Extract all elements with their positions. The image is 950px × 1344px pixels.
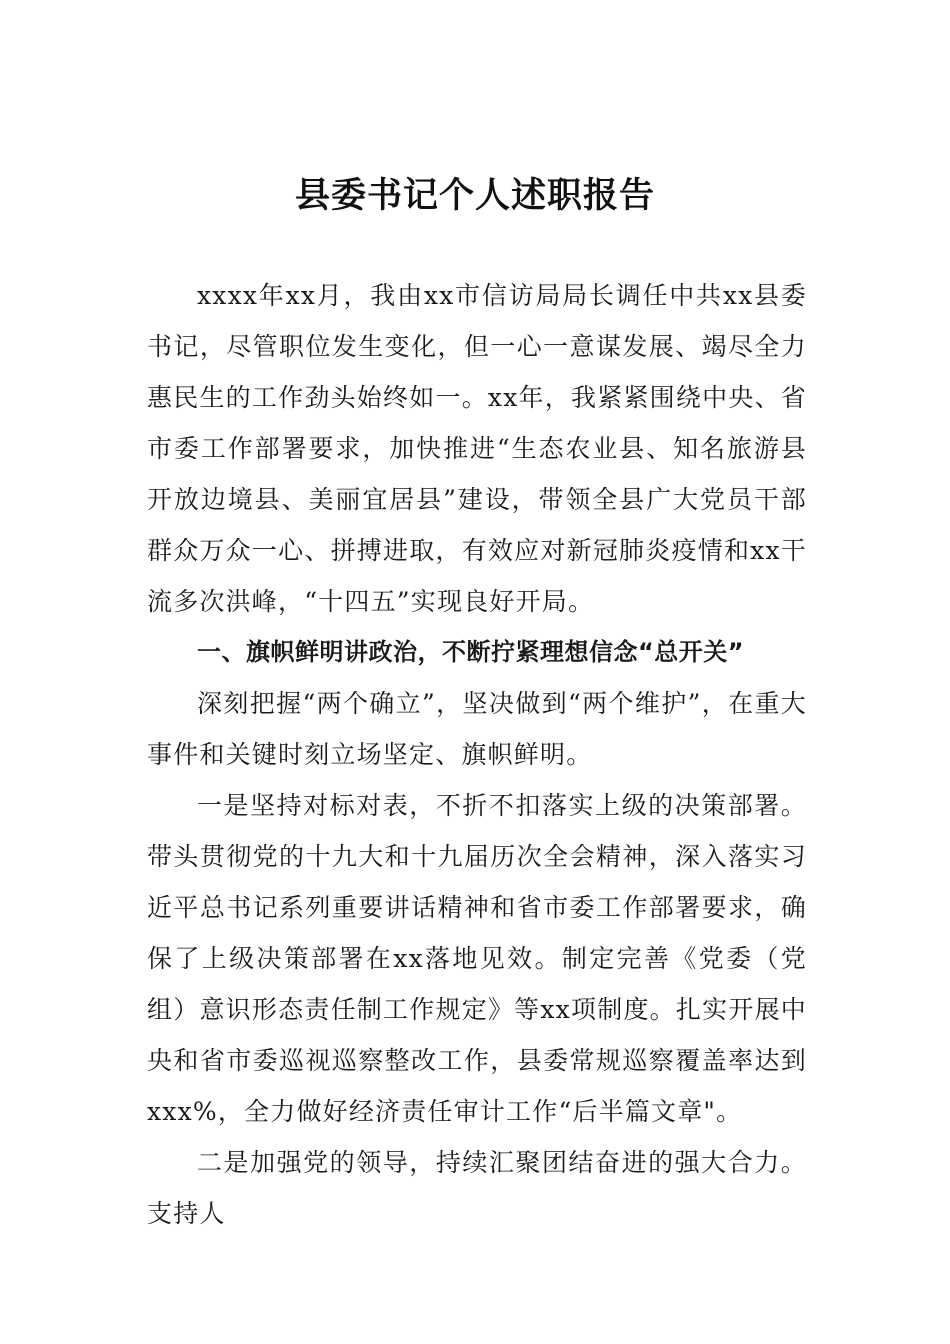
section-heading: 一、旗帜鲜明讲政治，不断拧紧理想信念“总开关”: [197, 638, 745, 666]
document-body: [147, 270, 807, 1239]
paragraph-summary: 深刻把握“两个确立”，坚决做到“两个维护”，在重大事件和关键时刻立场坚定、旗帜鲜明。: [147, 689, 807, 769]
paragraph-intro: xxxx年xx月，我由xx市信访局局长调任中共xx县委书记，尽管职位发生变化，但一心一意谋发展、竭尽全力惠民生的工作劲头始终如一。xx年，我紧紧围绕中央、省市委工作部署要求，加快推进“生态农业县、知名旅游县开放边境县、美丽宜居县”建设，带领全县广大党员干部群众万众一心、拼搏进取，有效应对新冠肺炎疫情和xx干流多次洪峰，“十四五”实现良好开局。: [147, 281, 807, 616]
document-title: 县委书记个人述职报告: [294, 175, 655, 216]
paragraph-point-one: 一是坚持对标对表，不折不扣落实上级的决策部署。带头贯彻党的十九大和十九届历次全会精神，深入落实习近平总书记系列重要讲话精神和省市委工作部署要求，确保了上级决策部署在xx落地见效。制定完善《党委（党组）意识形态责任制工作规定》等xx项制度。扎实开展中央和省市委巡视巡察整改工作，县委常规巡察覆盖率达到xxx%，全力做好经济责任审计工作“后半篇文章"。: [147, 791, 807, 1126]
paragraph-point-two: 二是加强党的领导，持续汇聚团结奋进的强大合力。支持人: [147, 1148, 807, 1228]
